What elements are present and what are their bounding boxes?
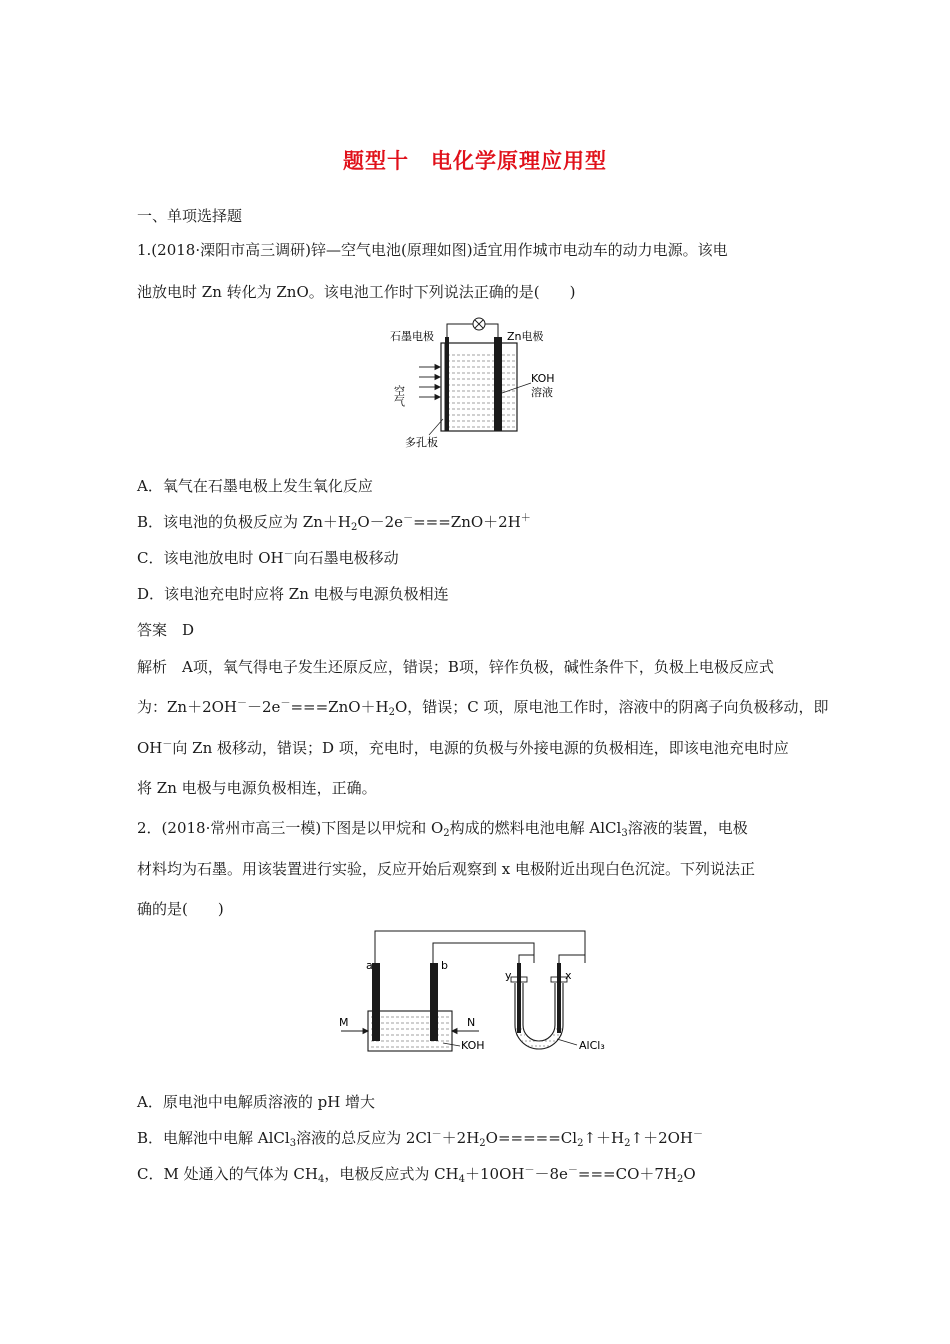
q2-option-a: A．原电池中电解质溶液的 pH 增大 (137, 1093, 376, 1111)
label-inlet-m: M (339, 1016, 349, 1029)
label-electrode-b: b (441, 959, 448, 972)
label-koh: KOH (461, 1039, 485, 1052)
zinc-air-battery-figure (385, 315, 575, 450)
q1-analysis-line4: 将 Zn 电极与电源负极相连，正确。 (137, 779, 377, 797)
label-alcl3: AlCl₃ (579, 1039, 605, 1052)
label-zn-electrode: Zn电极 (507, 330, 544, 343)
q1-stem-line2: 池放电时 Zn 转化为 ZnO。该电池工作时下列说法正确的是( ) (137, 283, 576, 301)
page-title: 题型十 电化学原理应用型 (343, 149, 607, 173)
q2-stem-line2: 材料均为石墨。用该装置进行实验，反应开始后观察到 x 电极附近出现白色沉淀。下列说法正 (137, 860, 755, 878)
label-inlet-n: N (467, 1016, 476, 1029)
label-graphite-electrode: 石墨电极 (390, 330, 434, 343)
fuel-cell-electrolysis-figure (335, 925, 625, 1060)
q1-analysis-line1: 解析 A项，氧气得电子发生还原反应，错误；B项，锌作负极，碱性条件下，负极上电极反应式 (137, 658, 774, 676)
label-solution: 溶液 (531, 386, 553, 399)
q1-analysis-line2: 为：$Zn+2OH^--2e^-===ZnO+H_2O$，错误；C 项，原电池工作时，溶液中的阴离子向负极移动，即 (137, 698, 829, 718)
q1-option-b: B．该电池的负极反应为 $Zn+H_2O-2e^-===ZnO+2H^+$ (137, 513, 531, 533)
label-electrode-x: x (565, 969, 572, 982)
label-porous-plate: 多孔板 (405, 436, 438, 449)
q1-stem-line1: 1.(2018·溧阳市高三调研)锌—空气电池(原理如图)适宜用作城市电动车的动力电源。该电 (137, 241, 728, 259)
q1-option-a: A．氧气在石墨电极上发生氧化反应 (137, 477, 373, 495)
label-electrode-a: a (366, 959, 373, 972)
q1-analysis-line3: OH－向 Zn 极移动，错误；D 项，充电时，电源的负极与外接电源的负极相连，即该电池充电时应 (137, 739, 789, 757)
q1-answer: 答案 D (137, 621, 195, 639)
section-heading: 一、单项选择题 (137, 207, 243, 225)
q2-option-b: B．电解池中电解 AlCl$_3$溶液的总反应为 $2Cl^-+2H_2O=====Cl_2↑+H_2↑+2OH^-$ (137, 1129, 703, 1149)
label-koh: KOH (531, 372, 555, 385)
label-electrode-y: y (505, 969, 512, 982)
q1-option-d: D．该电池充电时应将 Zn 电极与电源负极相连 (137, 585, 449, 603)
q1-option-c: C．该电池放电时 OH－向石墨电极移动 (137, 549, 399, 567)
label-air: 空气 (392, 385, 406, 407)
q2-stem-line3: 确的是( ) (137, 900, 224, 918)
q2-stem-line1: 2．(2018·常州市高三一模)下图是以甲烷和 $O_2$构成的燃料电池电解 AlCl$_3$溶液的装置，电极 (137, 819, 748, 839)
q2-option-c: C．M 处通入的气体为 $CH_4$，电极反应式为 $CH_4+10OH^--8e^-===CO+7H_2O$ (137, 1165, 696, 1185)
